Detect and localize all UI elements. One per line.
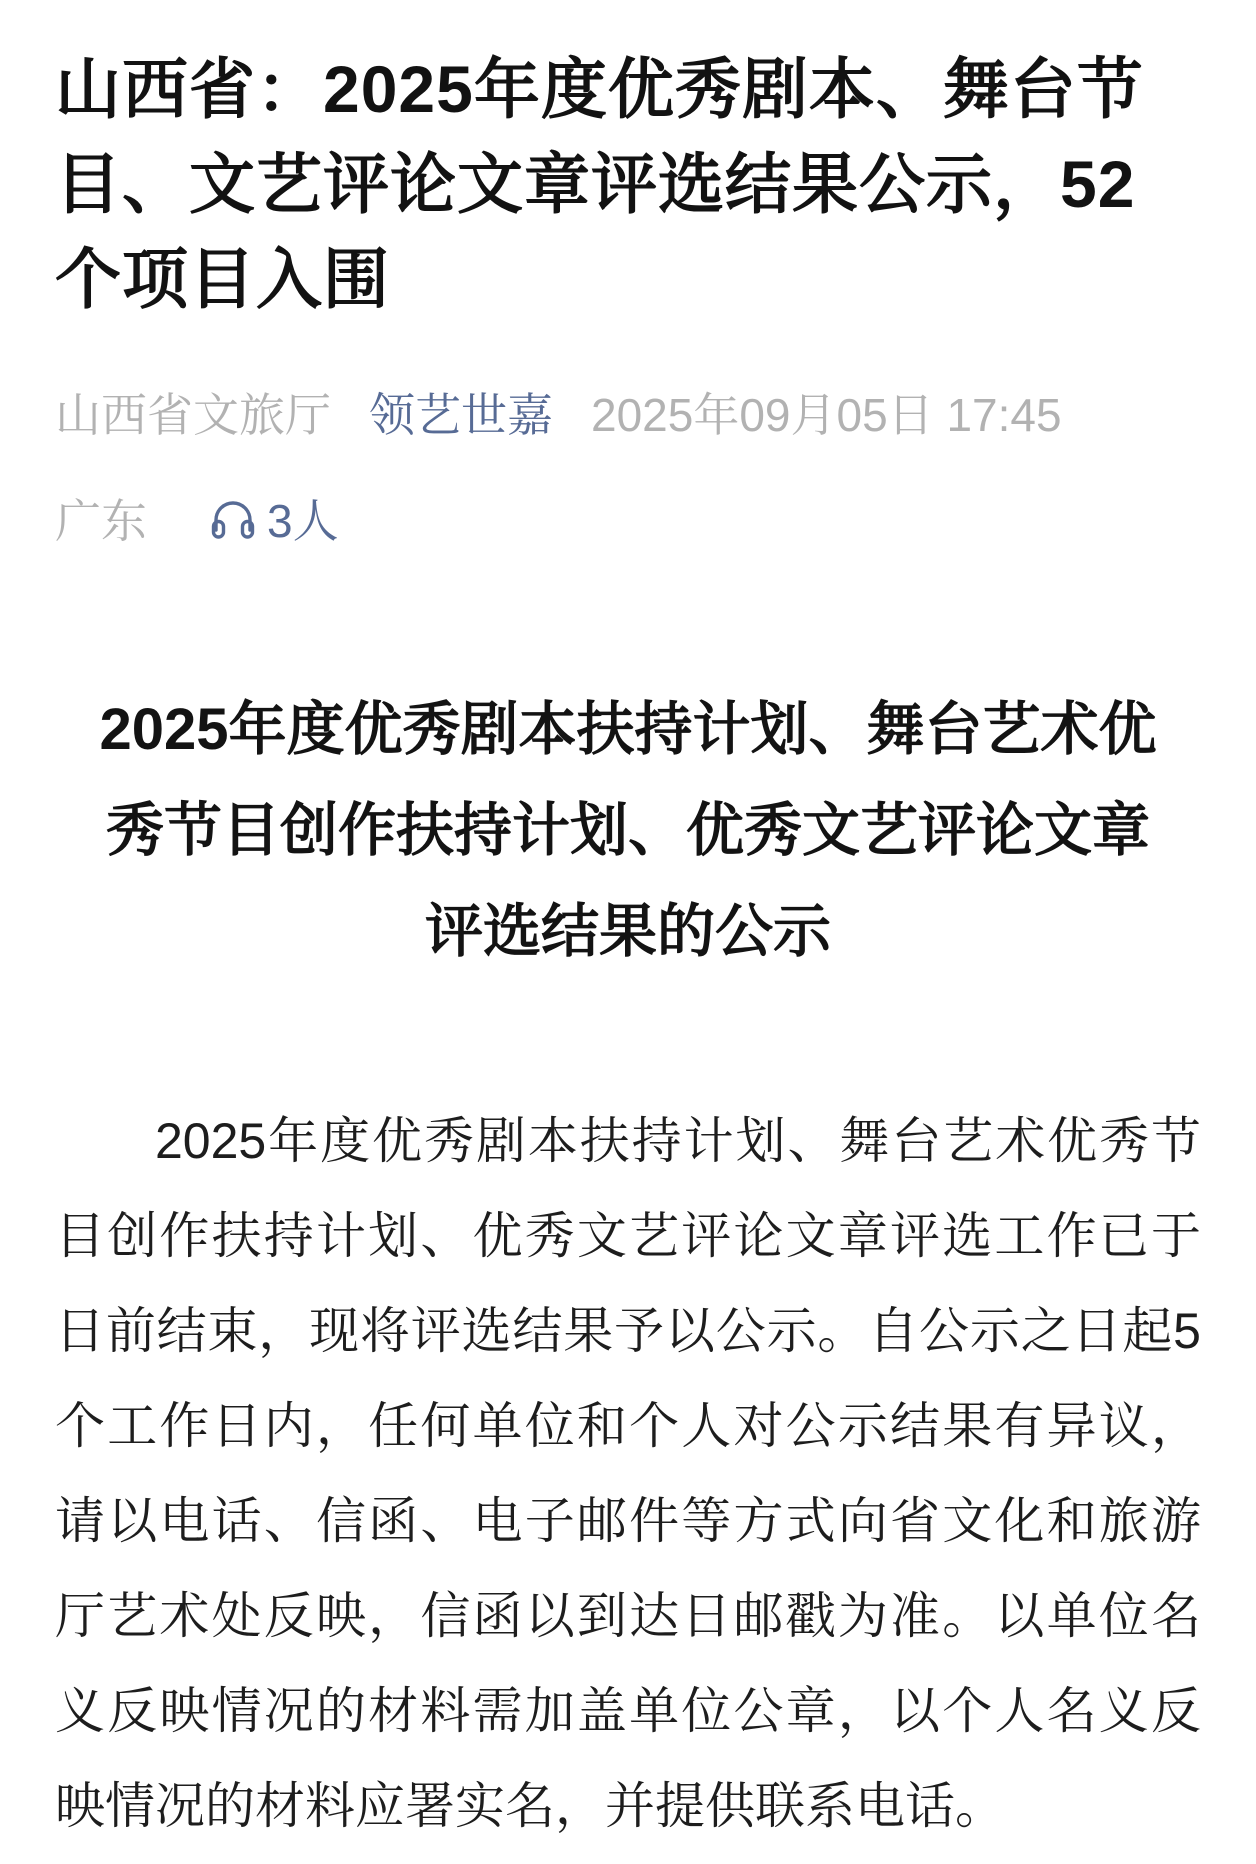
- article-source: 山西省文旅厅: [55, 389, 331, 441]
- listen-count: 3人: [267, 495, 339, 547]
- headphone-icon: [209, 496, 257, 540]
- document-heading: 2025年度优秀剧本扶持计划、舞台艺术优秀节目创作扶持计划、优秀文艺评论文章评选结果的公示: [99, 697, 1157, 964]
- article-title: 山西省：2025年度优秀剧本、舞台节目、文艺评论文章评选结果公示，52个项目入围: [55, 52, 1144, 316]
- article-meta-row: [55, 379, 1201, 445]
- article-meta-row-2: [55, 485, 1201, 551]
- listen-control[interactable]: [209, 485, 339, 551]
- publish-datetime: 2025年09月05日 17:45: [591, 389, 1062, 441]
- location-label: 广东: [55, 495, 147, 547]
- body-paragraph: 2025年度优秀剧本扶持计划、舞台艺术优秀节目创作扶持计划、优秀文艺评论文章评选工作已于日前结束，现将评选结果予以公示。自公示之日起5个工作日内，任何单位和个人对公示结果有异议，请以电话、信函、电子邮件等方式向省文化和旅游厅艺术处反映，信函以到达日邮戳为准。以单位名义反映情况的材料需加盖单位公章，以个人名义反映情况的材料应署实名，并提供联系电话。: [55, 1113, 1201, 1834]
- account-link[interactable]: 领艺世嘉: [369, 389, 553, 441]
